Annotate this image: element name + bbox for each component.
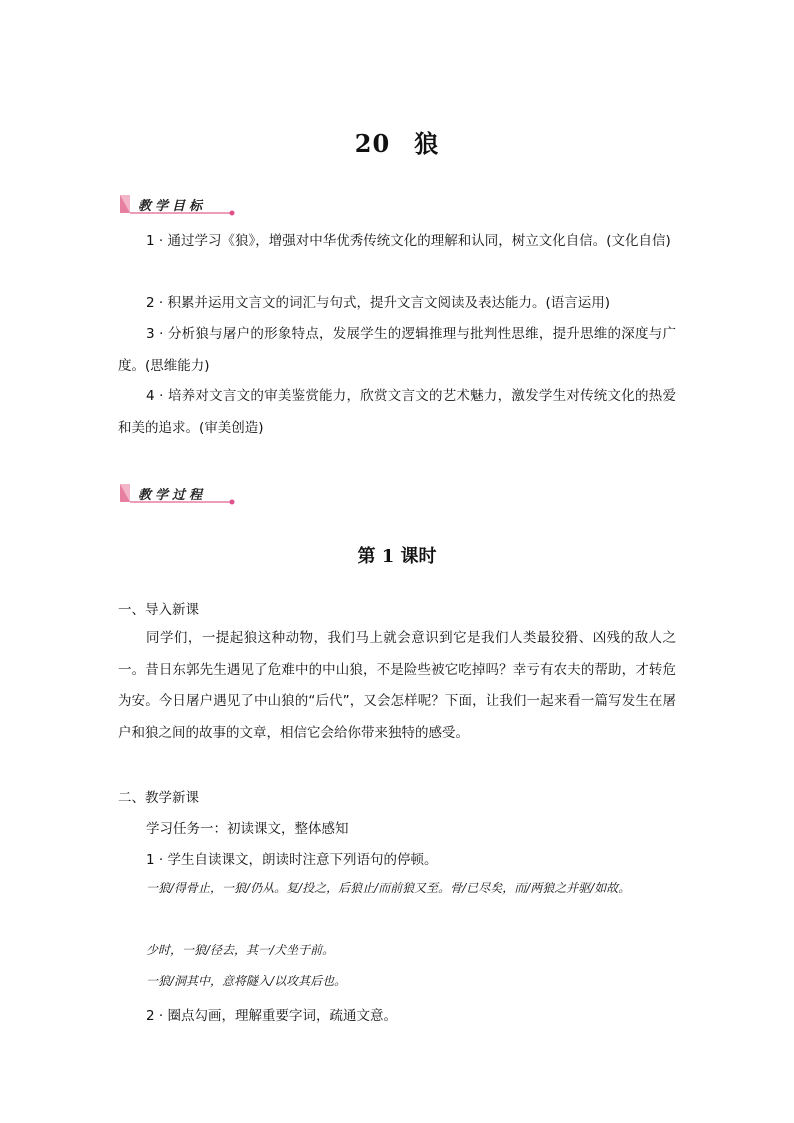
objective-3: 3 · 分析狼与屠户的形象特点，发展学生的逻辑推理与批判性思维，提升思维的深度与广度。(思维能力) (118, 326, 676, 374)
part2-heading: 二、教学新课 (118, 790, 199, 806)
quote-2: 少时，一狼/径去，其一/犬坐于前。 (146, 943, 335, 957)
task-heading: 学习任务一：初读课文，整体感知 (146, 821, 349, 837)
section-tag-label: 教学过程 (138, 488, 207, 503)
lesson-name: 狼 (414, 129, 440, 158)
section-tag-objectives (118, 193, 238, 219)
objective-2: 2 · 积累并运用文言文的词汇与句式，提升文言文阅读及表达能力。(语言运用) (146, 295, 610, 311)
section-tag-process (118, 482, 238, 508)
part1-heading: 一、导入新课 (118, 602, 199, 618)
quote-1: 一狼/得骨止，一狼/仍从。复/投之，后狼止/而前狼又至。骨/已尽矣，而/两狼之并驱/如故。 (146, 881, 631, 895)
lesson-session-title: 第 1 课时 (357, 546, 437, 567)
section-tag-label: 教学目标 (138, 199, 207, 214)
step-2: 2 · 圈点勾画，理解重要字词，疏通文意。 (146, 1008, 397, 1024)
step-1: 1 · 学生自读课文，朗读时注意下列语句的停顿。 (146, 852, 438, 868)
lesson-number: 20 (354, 129, 391, 158)
quote-3: 一狼/洞其中，意将隧入/以攻其后也。 (146, 974, 347, 988)
part1-body: 同学们，一提起狼这种动物，我们马上就会意识到它是我们人类最狡猾、凶残的敌人之一。昔日东郭先生遇见了危难中的中山狼，不是险些被它吃掉吗？幸亏有农夫的帮助，才转危为安。今日屠户遇见了中山狼的“后代”，又会怎样呢？下面，让我们一起来看一篇写发生在屠户和狼之间的故事的文章，相信它会给你带来独特的感受。 (118, 630, 676, 741)
objective-4: 4 · 培养对文言文的审美鉴赏能力，欣赏文言文的艺术魅力，激发学生对传统文化的热爱和美的追求。(审美创造) (118, 388, 676, 436)
page-title (0, 124, 794, 159)
objective-1: 1 · 通过学习《狼》，增强对中华优秀传统文化的理解和认同，树立文化自信。(文化自信) (146, 233, 671, 249)
